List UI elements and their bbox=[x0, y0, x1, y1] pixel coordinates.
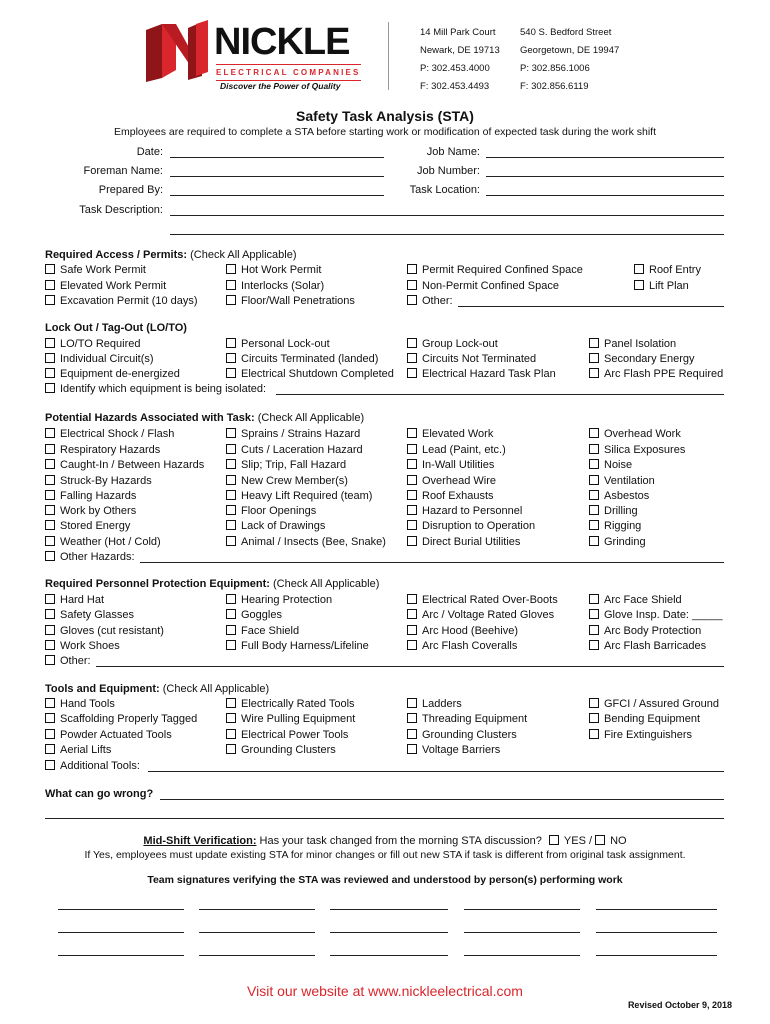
loto-heading: Lock Out / Tag-Out (LO/TO) bbox=[45, 322, 187, 334]
logo-n-mark bbox=[142, 20, 212, 84]
checkbox-ppe[interactable]: Safety Glasses bbox=[45, 609, 134, 622]
signature-line[interactable] bbox=[58, 955, 184, 956]
checkbox-ppe[interactable]: Glove Insp. Date: _____ bbox=[589, 609, 723, 622]
office-left-line: P: 302.453.4000 bbox=[420, 63, 490, 74]
date-field[interactable] bbox=[170, 157, 384, 158]
task-description-field-2[interactable] bbox=[170, 234, 724, 235]
checkbox-tool[interactable]: Aerial Lifts bbox=[45, 744, 111, 757]
checkbox-hazard[interactable]: Heavy Lift Required (team) bbox=[226, 490, 372, 503]
checkbox-tool[interactable]: Hand Tools bbox=[45, 698, 115, 711]
checkbox-hazard[interactable]: Noise bbox=[589, 459, 632, 472]
signature-line[interactable] bbox=[596, 932, 717, 933]
checkbox-tool[interactable]: Wire Pulling Equipment bbox=[226, 713, 355, 726]
company-subtitle: ELECTRICAL COMPANIES bbox=[216, 64, 361, 81]
checkbox-hazard[interactable]: Weather (Hot / Cold) bbox=[45, 536, 161, 549]
checkbox-tool[interactable]: Ladders bbox=[407, 698, 462, 711]
checkbox-hazard[interactable]: Respiratory Hazards bbox=[45, 444, 160, 457]
office-left-line: F: 302.453.4493 bbox=[420, 81, 490, 92]
checkbox-hazard[interactable]: Cuts / Laceration Hazard bbox=[226, 444, 363, 457]
signature-line[interactable] bbox=[464, 909, 580, 910]
checkbox-lift-plan[interactable]: Lift Plan bbox=[634, 280, 689, 293]
checkbox-ppe[interactable]: Arc Face Shield bbox=[589, 594, 682, 607]
checkbox-circuits-not-terminated[interactable]: Circuits Not Terminated bbox=[407, 353, 536, 366]
task-location-label: Task Location: bbox=[409, 184, 480, 196]
checkbox-hazard[interactable]: Direct Burial Utilities bbox=[407, 536, 520, 549]
checkbox-tool[interactable]: Threading Equipment bbox=[407, 713, 527, 726]
checkbox-ppe[interactable]: Full Body Harness/Lifeline bbox=[226, 640, 369, 653]
checkbox-hazard[interactable]: Roof Exhausts bbox=[407, 490, 494, 503]
checkbox-tool[interactable]: Grounding Clusters bbox=[226, 744, 336, 757]
no-checkbox[interactable] bbox=[595, 835, 605, 845]
checkbox-hazard[interactable]: Silica Exposures bbox=[589, 444, 685, 457]
office-right-line: F: 302.856.6119 bbox=[520, 81, 589, 92]
signature-line[interactable] bbox=[199, 932, 315, 933]
checkbox-arc-flash-ppe[interactable]: Arc Flash PPE Required bbox=[589, 368, 723, 381]
checkbox-identify-equipment[interactable]: Identify which equipment is being isolated: bbox=[45, 383, 266, 396]
checkbox-personal-lockout[interactable]: Personal Lock-out bbox=[226, 338, 330, 351]
checkbox-loto-required[interactable]: LO/TO Required bbox=[45, 338, 141, 351]
checkbox-tool[interactable]: GFCI / Assured Ground bbox=[589, 698, 719, 711]
checkbox-hot-work-permit[interactable]: Hot Work Permit bbox=[226, 264, 321, 277]
checkbox-permit-confined-space[interactable]: Permit Required Confined Space bbox=[407, 264, 583, 277]
website-link[interactable]: Visit our website at www.nickleelectrical.com bbox=[247, 983, 523, 999]
signature-line[interactable] bbox=[58, 932, 184, 933]
checkbox-tool[interactable]: Electrical Power Tools bbox=[226, 729, 348, 742]
signature-line[interactable] bbox=[58, 909, 184, 910]
signature-line[interactable] bbox=[464, 932, 580, 933]
checkbox-tool[interactable]: Voltage Barriers bbox=[407, 744, 500, 757]
checkbox-hazard[interactable]: Caught-In / Between Hazards bbox=[45, 459, 204, 472]
checkbox-individual-circuits[interactable]: Individual Circuit(s) bbox=[45, 353, 154, 366]
other-hazards-field[interactable] bbox=[140, 562, 724, 563]
checkbox-hazard[interactable]: New Crew Member(s) bbox=[226, 475, 348, 488]
office-right-line: P: 302.856.1006 bbox=[520, 63, 590, 74]
checkbox-hazard[interactable]: Struck-By Hazards bbox=[45, 475, 152, 488]
checkbox-non-permit-confined-space[interactable]: Non-Permit Confined Space bbox=[407, 280, 559, 293]
task-location-field[interactable] bbox=[486, 195, 724, 196]
signature-line[interactable] bbox=[330, 909, 448, 910]
identify-equipment-field[interactable] bbox=[276, 394, 724, 395]
office-right-line: Georgetown, DE 19947 bbox=[520, 45, 620, 56]
yes-checkbox[interactable] bbox=[549, 835, 559, 845]
checkbox-hazard[interactable]: Animal / Insects (Bee, Snake) bbox=[226, 536, 386, 549]
checkbox-hazard[interactable]: Asbestos bbox=[589, 490, 649, 503]
checkbox-tool[interactable]: Bending Equipment bbox=[589, 713, 700, 726]
checkbox-hazard[interactable]: Floor Openings bbox=[226, 505, 316, 518]
checkbox-tool[interactable]: Fire Extinguishers bbox=[589, 729, 692, 742]
ppe-other-field[interactable] bbox=[96, 666, 724, 667]
checkbox-hazard[interactable]: Falling Hazards bbox=[45, 490, 136, 503]
prepared-by-label: Prepared By: bbox=[98, 184, 163, 196]
checkbox-circuits-terminated[interactable]: Circuits Terminated (landed) bbox=[226, 353, 378, 366]
what-can-go-wrong-field-2[interactable] bbox=[45, 818, 724, 819]
permit-other-field[interactable] bbox=[458, 306, 724, 307]
checkbox-permit-other[interactable]: Other: bbox=[407, 295, 453, 308]
checkbox-tool[interactable]: Grounding Clusters bbox=[407, 729, 517, 742]
company-name: NICKLE bbox=[214, 21, 350, 63]
checkbox-hazard[interactable]: Electrical Shock / Flash bbox=[45, 428, 174, 441]
prepared-by-field[interactable] bbox=[170, 195, 384, 196]
checkbox-electrical-shutdown[interactable]: Electrical Shutdown Completed bbox=[226, 368, 394, 381]
job-number-label: Job Number: bbox=[417, 165, 480, 177]
signature-line[interactable] bbox=[596, 955, 717, 956]
yes-label: YES / bbox=[563, 835, 593, 847]
checkbox-roof-entry[interactable]: Roof Entry bbox=[634, 264, 701, 277]
checkbox-hazard[interactable]: Lack of Drawings bbox=[226, 520, 325, 533]
checkbox-floor-wall-penetrations[interactable]: Floor/Wall Penetrations bbox=[226, 295, 355, 308]
checkbox-hazard[interactable]: Slip; Trip, Fall Hazard bbox=[226, 459, 346, 472]
checkbox-tool[interactable]: Scaffolding Properly Tagged bbox=[45, 713, 197, 726]
checkbox-hazard[interactable]: Grinding bbox=[589, 536, 646, 549]
checkbox-elevated-work-permit[interactable]: Elevated Work Permit bbox=[45, 280, 166, 293]
checkbox-hazard[interactable]: Rigging bbox=[589, 520, 641, 533]
mid-shift-row bbox=[0, 835, 770, 848]
foreman-label: Foreman Name: bbox=[83, 165, 163, 177]
checkbox-other-hazards[interactable]: Other Hazards: bbox=[45, 551, 135, 564]
ppe-heading: Required Personnel Protection Equipment: (Check All Applicable) bbox=[45, 578, 380, 590]
checkbox-ppe[interactable]: Arc / Voltage Rated Gloves bbox=[407, 609, 554, 622]
checkbox-hazard[interactable]: Stored Energy bbox=[45, 520, 130, 533]
checkbox-ppe[interactable]: Arc Hood (Beehive) bbox=[407, 625, 518, 638]
checkbox-ppe-other[interactable]: Other: bbox=[45, 655, 91, 668]
additional-tools-field[interactable] bbox=[148, 771, 724, 772]
tools-heading: Tools and Equipment: (Check All Applicable) bbox=[45, 683, 270, 695]
intro-text: Employees are required to complete a STA before starting work or modification of expected task during the work shift bbox=[114, 126, 656, 138]
signatures-heading: Team signatures verifying the STA was reviewed and understood by person(s) performing work bbox=[147, 874, 623, 886]
hazards-heading: Potential Hazards Associated with Task: (Check All Applicable) bbox=[45, 412, 365, 424]
checkbox-secondary-energy[interactable]: Secondary Energy bbox=[589, 353, 695, 366]
mid-shift-question: Has your task changed from the morning STA discussion? bbox=[259, 835, 542, 847]
date-label: Date: bbox=[136, 146, 163, 158]
checkbox-ppe[interactable]: Hard Hat bbox=[45, 594, 104, 607]
checkbox-hazard[interactable]: Lead (Paint, etc.) bbox=[407, 444, 506, 457]
office-right-line: 540 S. Bedford Street bbox=[520, 27, 612, 38]
page-title: Safety Task Analysis (STA) bbox=[296, 108, 474, 124]
signature-line[interactable] bbox=[464, 955, 580, 956]
checkbox-hazard[interactable]: Elevated Work bbox=[407, 428, 493, 441]
checkbox-panel-isolation[interactable]: Panel Isolation bbox=[589, 338, 676, 351]
company-tagline: Discover the Power of Quality bbox=[220, 81, 341, 91]
checkbox-ppe[interactable]: Hearing Protection bbox=[226, 594, 332, 607]
checkbox-hazard[interactable]: Overhead Wire bbox=[407, 475, 496, 488]
header-divider bbox=[388, 22, 389, 90]
checkbox-electrical-hazard-plan[interactable]: Electrical Hazard Task Plan bbox=[407, 368, 556, 381]
checkbox-hazard[interactable]: Work by Others bbox=[45, 505, 136, 518]
checkbox-group-lockout[interactable]: Group Lock-out bbox=[407, 338, 498, 351]
office-left-line: Newark, DE 19713 bbox=[420, 45, 500, 56]
checkbox-hazard[interactable]: Ventilation bbox=[589, 475, 655, 488]
job-name-field[interactable] bbox=[486, 157, 724, 158]
checkbox-hazard[interactable]: Overhead Work bbox=[589, 428, 681, 441]
mid-shift-label: Mid-Shift Verification: bbox=[143, 835, 257, 847]
what-can-go-wrong-label: What can go wrong? bbox=[45, 788, 154, 800]
checkbox-ppe[interactable]: Gloves (cut resistant) bbox=[45, 625, 164, 638]
task-description-field[interactable] bbox=[170, 215, 724, 216]
checkbox-ppe[interactable]: Electrical Rated Over-Boots bbox=[407, 594, 558, 607]
signature-line[interactable] bbox=[330, 932, 448, 933]
what-can-go-wrong-field[interactable] bbox=[160, 799, 724, 800]
no-label: NO bbox=[610, 835, 627, 847]
signature-line[interactable] bbox=[199, 955, 315, 956]
checkbox-ppe[interactable]: Arc Body Protection bbox=[589, 625, 701, 638]
foreman-field[interactable] bbox=[170, 176, 384, 177]
job-name-label: Job Name: bbox=[426, 146, 480, 158]
checkbox-hazard[interactable]: Hazard to Personnel bbox=[407, 505, 522, 518]
checkbox-ppe[interactable]: Work Shoes bbox=[45, 640, 120, 653]
checkbox-ppe[interactable]: Arc Flash Coveralls bbox=[407, 640, 517, 653]
checkbox-hazard[interactable]: Disruption to Operation bbox=[407, 520, 535, 533]
job-number-field[interactable] bbox=[486, 176, 724, 177]
checkbox-hazard[interactable]: Drilling bbox=[589, 505, 638, 518]
checkbox-hazard[interactable]: In-Wall Utilities bbox=[407, 459, 494, 472]
checkbox-interlocks[interactable]: Interlocks (Solar) bbox=[226, 280, 324, 293]
checkbox-tool[interactable]: Electrically Rated Tools bbox=[226, 698, 355, 711]
checkbox-excavation-permit[interactable]: Excavation Permit (10 days) bbox=[45, 295, 198, 308]
company-logo bbox=[140, 18, 365, 93]
checkbox-ppe[interactable]: Arc Flash Barricades bbox=[589, 640, 706, 653]
checkbox-ppe[interactable]: Goggles bbox=[226, 609, 282, 622]
checkbox-equipment-deenergized[interactable]: Equipment de-energized bbox=[45, 368, 180, 381]
checkbox-hazard[interactable]: Sprains / Strains Hazard bbox=[226, 428, 360, 441]
checkbox-safe-work-permit[interactable]: Safe Work Permit bbox=[45, 264, 146, 277]
signature-line[interactable] bbox=[330, 955, 448, 956]
signature-line[interactable] bbox=[596, 909, 717, 910]
permits-heading: Required Access / Permits: (Check All Applicable) bbox=[45, 249, 297, 261]
checkbox-tool[interactable]: Powder Actuated Tools bbox=[45, 729, 172, 742]
revised-date: Revised October 9, 2018 bbox=[627, 1000, 732, 1010]
checkbox-ppe[interactable]: Face Shield bbox=[226, 625, 299, 638]
signature-line[interactable] bbox=[199, 909, 315, 910]
mid-shift-note: If Yes, employees must update existing STA for minor changes or fill out new STA if task is different from original task assignment. bbox=[84, 849, 686, 861]
office-left-line: 14 Mill Park Court bbox=[420, 27, 496, 38]
checkbox-additional-tools[interactable]: Additional Tools: bbox=[45, 760, 140, 773]
task-description-label: Task Description: bbox=[79, 204, 163, 216]
